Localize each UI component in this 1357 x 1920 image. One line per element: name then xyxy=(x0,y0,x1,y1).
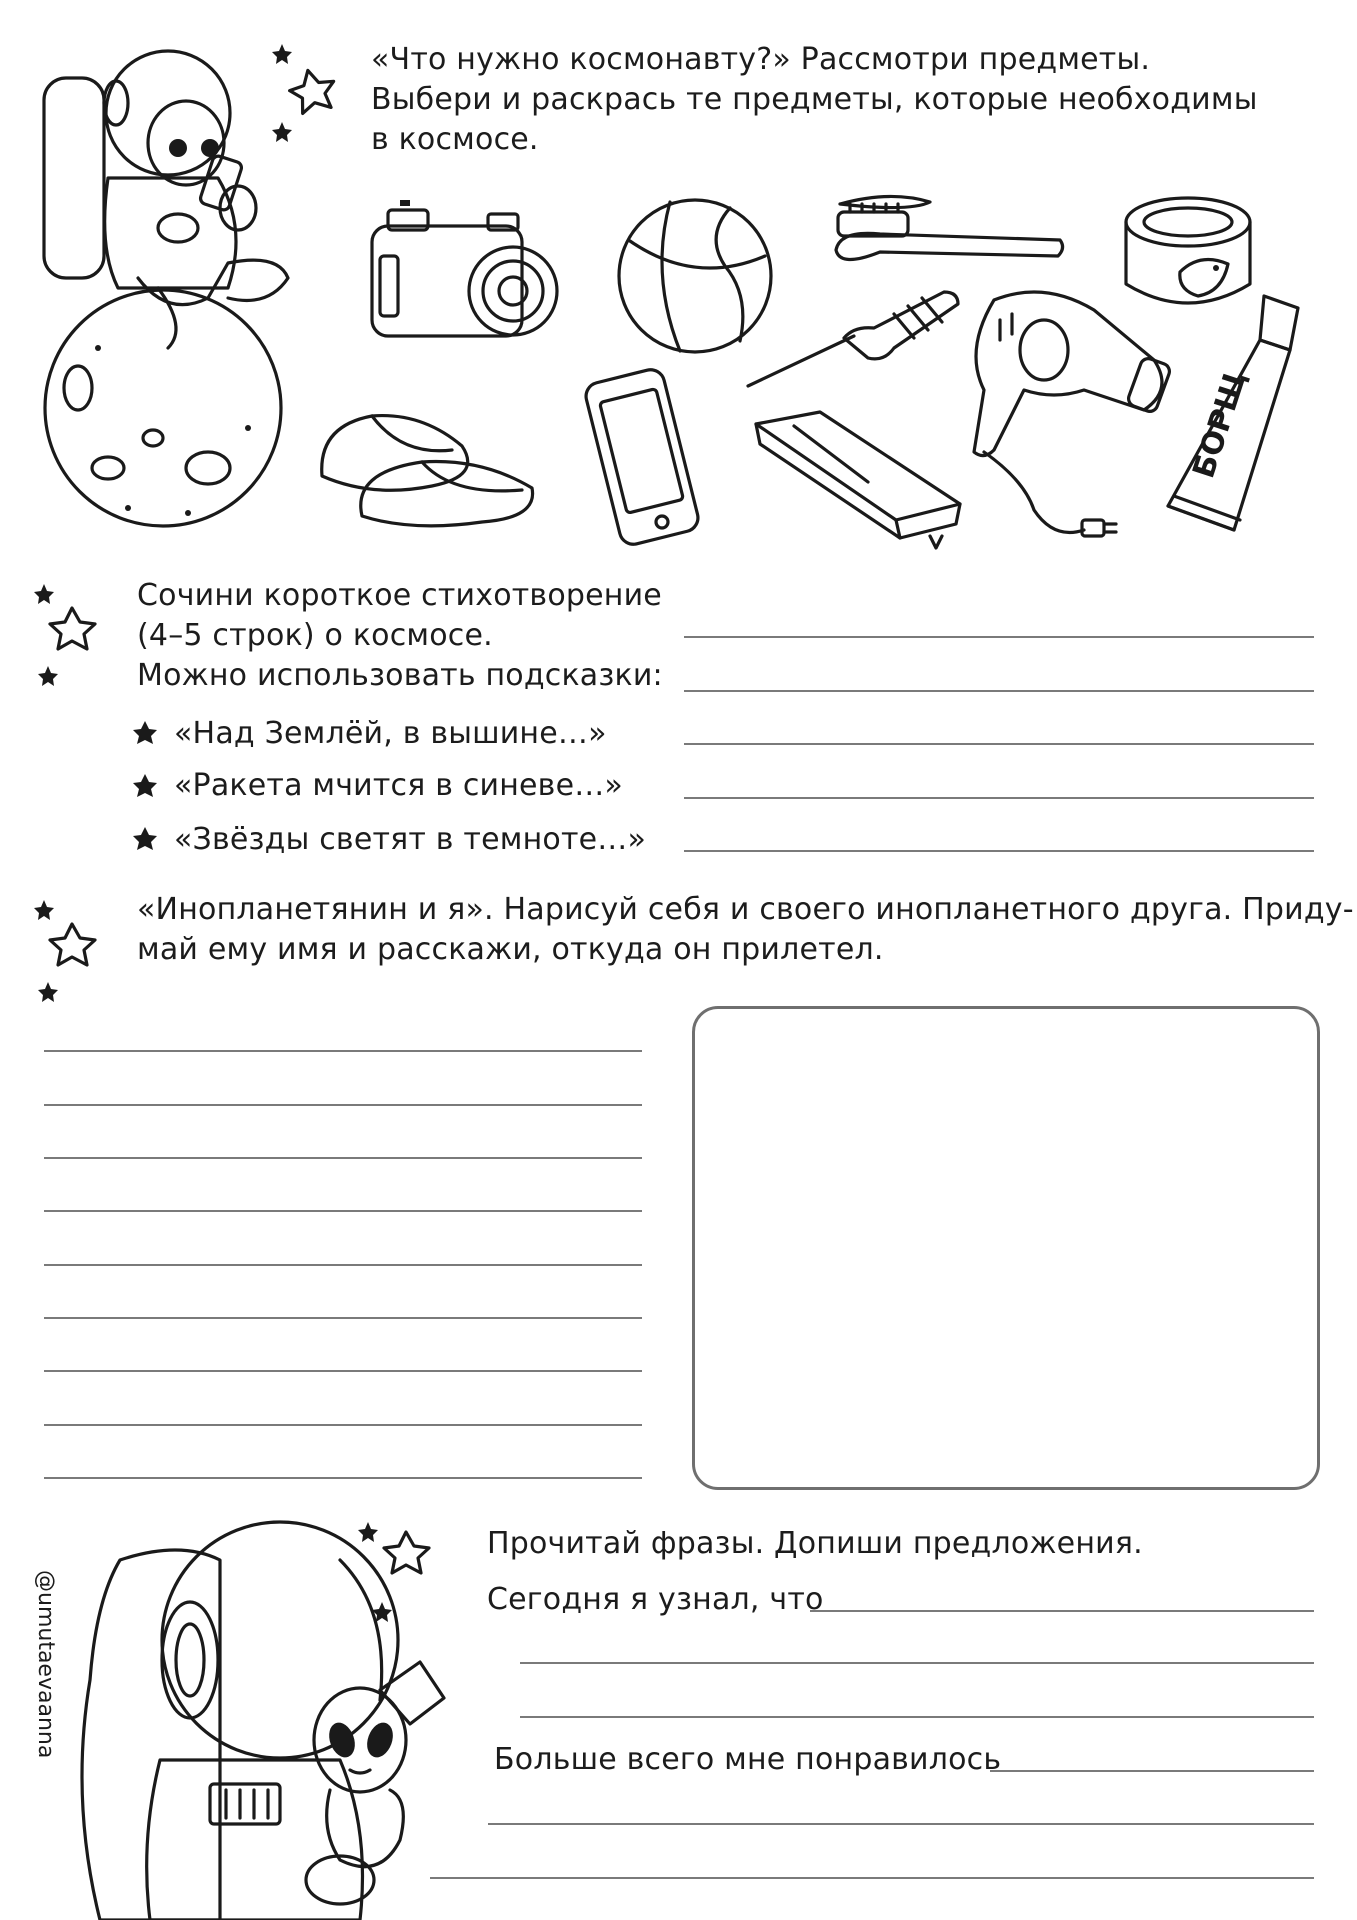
story-writing-line[interactable] xyxy=(44,1370,642,1372)
toothpaste-tube-icon[interactable] xyxy=(1164,290,1314,540)
story-writing-line[interactable] xyxy=(44,1424,642,1426)
task1-line-2: Выбери и раскрась те предметы, которые необходимы xyxy=(371,82,1258,117)
task3-line-2: май ему имя и расскажи, откуда он прилетел. xyxy=(137,932,884,967)
story-writing-line[interactable] xyxy=(44,1157,642,1159)
toothbrush-icon[interactable] xyxy=(830,190,1070,270)
story-writing-line[interactable] xyxy=(44,1104,642,1106)
task2-line-3: Можно использовать подсказки: xyxy=(137,658,663,693)
sentence-1-line[interactable] xyxy=(520,1716,1314,1718)
hairdryer-icon[interactable] xyxy=(964,280,1184,550)
sentence-1-label: Сегодня я узнал, что xyxy=(487,1582,824,1617)
bullet-star-icon xyxy=(132,773,158,799)
sentence-2-line[interactable] xyxy=(430,1877,1314,1879)
task1-line-3: в космосе. xyxy=(371,122,539,157)
star-icon xyxy=(268,40,348,140)
bullet-star-icon xyxy=(132,720,158,746)
star-icon xyxy=(358,1518,438,1618)
story-writing-line[interactable] xyxy=(44,1477,642,1479)
screwdriver-icon[interactable] xyxy=(744,286,964,396)
camera-icon[interactable] xyxy=(368,196,568,346)
poem-writing-line[interactable] xyxy=(684,850,1314,852)
task3-line-1: «Инопланетянин и я». Нарисуй себя и своего инопланетного друга. Приду- xyxy=(137,892,1354,927)
task2-line-1: Сочини короткое стихотворение xyxy=(137,578,662,613)
book-icon[interactable] xyxy=(750,408,970,548)
sentence-1-line[interactable] xyxy=(810,1610,1314,1612)
author-watermark: @umutaevaanna xyxy=(33,1570,58,1759)
star-icon xyxy=(34,580,104,690)
hint-3: «Звёзды светят в темноте…» xyxy=(174,822,647,857)
story-writing-line[interactable] xyxy=(44,1050,642,1052)
hint-1: «Над Землёй, в вышине…» xyxy=(174,716,607,751)
story-writing-line[interactable] xyxy=(44,1210,642,1212)
astronaut-with-alien-illustration xyxy=(40,1500,510,1920)
smartphone-icon[interactable] xyxy=(584,370,714,550)
poem-writing-line[interactable] xyxy=(684,690,1314,692)
sentence-2-label: Больше всего мне понравилось xyxy=(494,1742,1002,1777)
star-icon xyxy=(34,896,104,1006)
task2-line-2: (4–5 строк) о космосе. xyxy=(137,618,493,653)
drawing-frame[interactable] xyxy=(692,1006,1320,1490)
story-writing-line[interactable] xyxy=(44,1264,642,1266)
slippers-icon[interactable] xyxy=(312,386,542,536)
sentence-2-line[interactable] xyxy=(990,1770,1314,1772)
poem-writing-line[interactable] xyxy=(684,636,1314,638)
story-writing-line[interactable] xyxy=(44,1317,642,1319)
poem-writing-line[interactable] xyxy=(684,743,1314,745)
bullet-star-icon xyxy=(132,826,158,852)
tube-label: БОРЩ xyxy=(1186,366,1254,483)
sentence-2-line[interactable] xyxy=(488,1823,1314,1825)
sentence-1-line[interactable] xyxy=(520,1662,1314,1664)
task1-line-1: «Что нужно космонавту?» Рассмотри предметы. xyxy=(371,42,1151,77)
hint-2: «Ракета мчится в синеве…» xyxy=(174,768,623,803)
task4-title: Прочитай фразы. Допиши предложения. xyxy=(487,1526,1143,1561)
poem-writing-line[interactable] xyxy=(684,797,1314,799)
